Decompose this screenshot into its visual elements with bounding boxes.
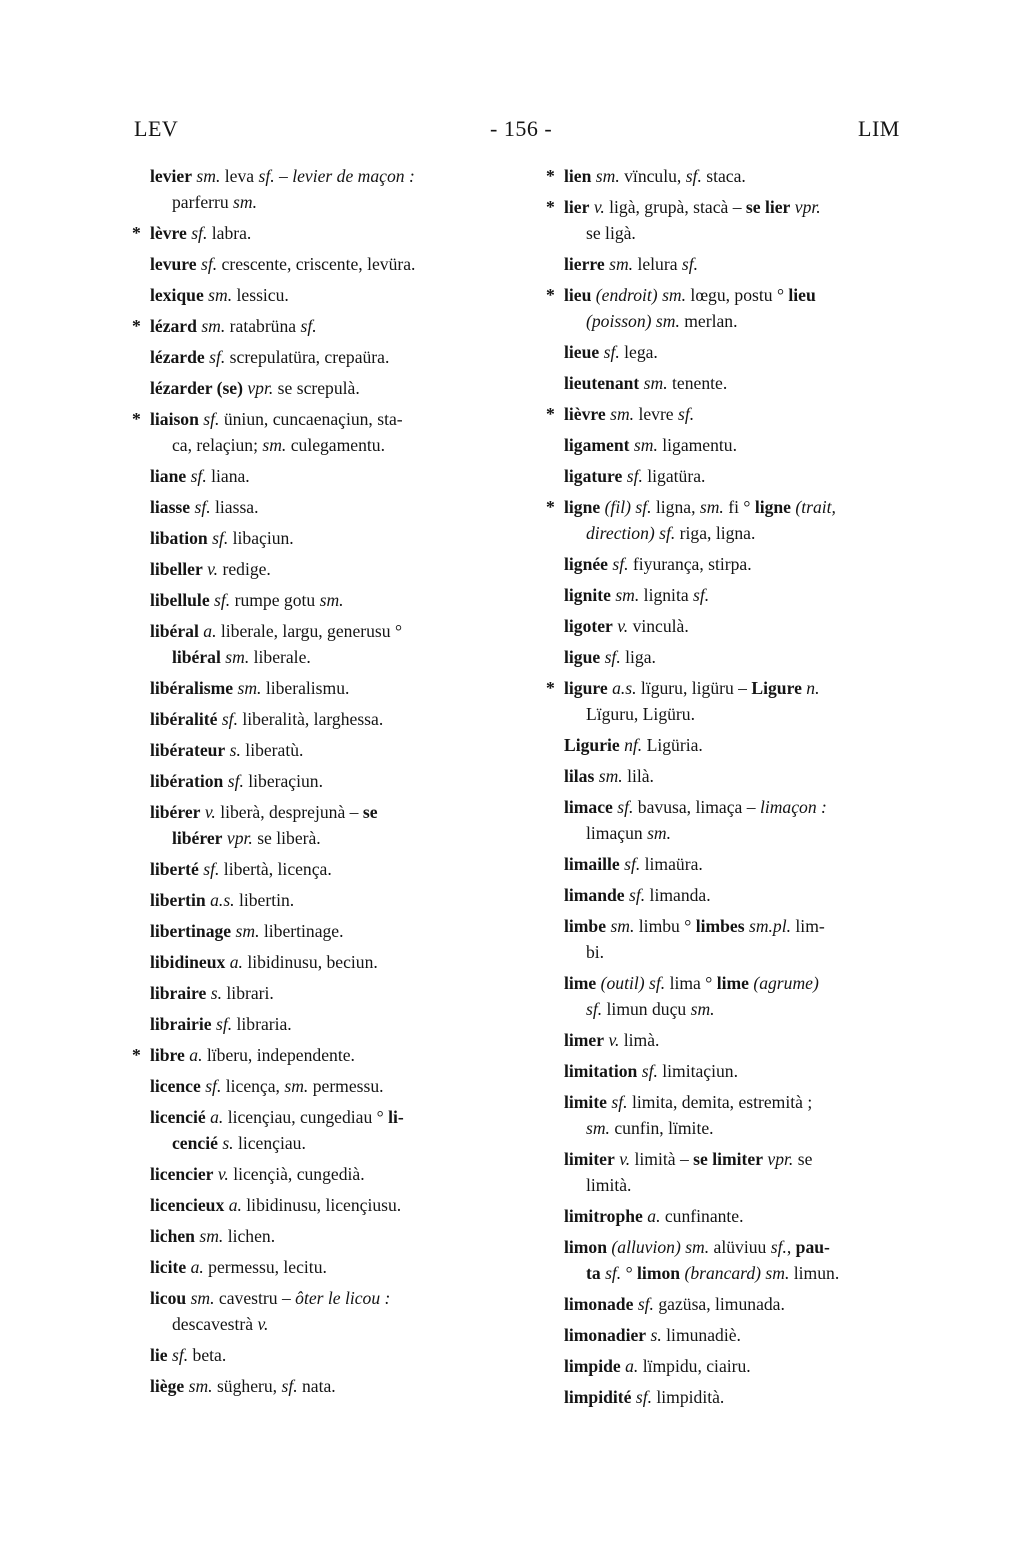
dictionary-entry <box>150 1011 525 1037</box>
dictionary-entry <box>150 525 525 551</box>
entry-line: descavestrà v. <box>172 1314 269 1334</box>
entry-line: libre a. lïberu, independente. <box>150 1045 355 1065</box>
entry-line: libidineux a. libidinusu, beciun. <box>150 952 378 972</box>
entry-line: libéralisme sm. liberalismu. <box>150 678 350 698</box>
asterisk-marker: * <box>132 409 141 429</box>
dictionary-entry <box>150 1073 525 1099</box>
entry-line: lierre sm. lelura sf. <box>564 254 699 274</box>
entry-line: limon (alluvion) sm. alüviuu sf., pau- <box>564 1237 830 1257</box>
dictionary-entry <box>150 675 525 701</box>
dictionary-entry <box>564 970 939 1022</box>
dictionary-entry <box>546 282 939 334</box>
dictionary-entry <box>132 313 525 339</box>
entry-line: lézarder (se) vpr. se screpulà. <box>150 378 360 398</box>
dictionary-entry <box>564 1203 939 1229</box>
entry-line: liaison sf. üniun, cuncaenaçiun, sta- <box>150 409 403 429</box>
dictionary-entry <box>132 406 525 458</box>
dictionary-entry <box>150 1285 525 1337</box>
dictionary-entry <box>564 794 939 846</box>
entry-line: librairie sf. libraria. <box>150 1014 292 1034</box>
entry-line: licence sf. licença, sm. permessu. <box>150 1076 384 1096</box>
entry-line: lèvre sf. labra. <box>150 223 252 243</box>
dictionary-entry <box>150 856 525 882</box>
entry-line: (poisson) sm. merlan. <box>586 311 738 331</box>
dictionary-entry <box>150 706 525 732</box>
entry-line: limitrophe a. cunfinante. <box>564 1206 744 1226</box>
entry-line: lichen sm. lichen. <box>150 1226 276 1246</box>
entry-line: limaçun sm. <box>586 823 672 843</box>
dictionary-entry <box>150 163 525 215</box>
dictionary-entry <box>564 251 939 277</box>
entry-line: ta sf. ° limon (brancard) sm. limun. <box>586 1263 840 1283</box>
entry-line: limità. <box>586 1175 632 1195</box>
dictionary-entry <box>564 551 939 577</box>
entry-line: lignée sf. fiyurança, stirpa. <box>564 554 752 574</box>
entry-line: libraire s. librari. <box>150 983 274 1003</box>
entry-line: licencieux a. libidinusu, licençiusu. <box>150 1195 402 1215</box>
entry-line: direction) sf. riga, ligna. <box>586 523 756 543</box>
entry-line: Lïguru, Ligüru. <box>586 704 695 724</box>
entry-line: ligne (fil) sf. ligna, sm. fi ° ligne (trait, <box>564 497 836 517</box>
entry-line: liège sm. sügheru, sf. nata. <box>150 1376 336 1396</box>
dictionary-entry <box>564 644 939 670</box>
dictionary-entry <box>564 1353 939 1379</box>
entry-line: limaille sf. limaüra. <box>564 854 703 874</box>
entry-line: sm. cunfin, lïmite. <box>586 1118 714 1138</box>
dictionary-entry <box>150 949 525 975</box>
entry-line: libérateur s. liberatù. <box>150 740 304 760</box>
entry-line: Ligurie nf. Ligüria. <box>564 735 703 755</box>
dictionary-entry <box>564 1027 939 1053</box>
dictionary-entry <box>150 980 525 1006</box>
dictionary-entry <box>564 882 939 908</box>
entry-line: lier v. ligà, grupà, stacà – se lier vpr. <box>564 197 821 217</box>
entry-line: lignite sm. lignita sf. <box>564 585 710 605</box>
entry-line: lièvre sm. levre sf. <box>564 404 695 424</box>
header-left: LEV <box>134 116 179 141</box>
entry-line: limite sf. limita, demita, estremità ; <box>564 1092 813 1112</box>
asterisk-marker: * <box>132 316 141 336</box>
entry-line: ligament sm. ligamentu. <box>564 435 737 455</box>
entry-line: ca, relaçiun; sm. culegamentu. <box>172 435 385 455</box>
dictionary-entry <box>150 1223 525 1249</box>
entry-line: licencié a. licençiau, cungediau ° li- <box>150 1107 404 1127</box>
dictionary-entry <box>150 737 525 763</box>
entry-line: limace sf. bavusa, limaça – limaçon : <box>564 797 827 817</box>
entry-line: parferru sm. <box>172 192 257 212</box>
entry-line: liane sf. liana. <box>150 466 250 486</box>
entry-line: limpide a. lïmpidu, ciairu. <box>564 1356 751 1376</box>
entry-line: lieue sf. lega. <box>564 342 658 362</box>
asterisk-marker: * <box>546 285 555 305</box>
entry-line: cencié s. licençiau. <box>172 1133 306 1153</box>
entry-line: lilas sm. lilà. <box>564 766 654 786</box>
dictionary-entry <box>150 1373 525 1399</box>
dictionary-entry <box>564 1322 939 1348</box>
dictionary-entry <box>150 251 525 277</box>
entry-line: libation sf. libaçiun. <box>150 528 294 548</box>
asterisk-marker: * <box>546 197 555 217</box>
asterisk-marker: * <box>546 497 555 517</box>
entry-line: limer v. limà. <box>564 1030 660 1050</box>
dictionary-entry <box>150 494 525 520</box>
entry-line: levure sf. crescente, criscente, levüra. <box>150 254 416 274</box>
entry-line: se ligà. <box>586 223 636 243</box>
entry-line: libertin a.s. libertin. <box>150 890 295 910</box>
dictionary-entry <box>150 1161 525 1187</box>
entry-line: ligure a.s. lïguru, ligüru – Ligure n. <box>564 678 820 698</box>
entry-line: libeller v. redige. <box>150 559 271 579</box>
dictionary-entry <box>150 1254 525 1280</box>
dictionary-entry <box>546 675 939 727</box>
dictionary-entry <box>564 463 939 489</box>
dictionary-entry <box>564 732 939 758</box>
dictionary-entry <box>546 401 939 427</box>
entry-line: limande sf. limanda. <box>564 885 711 905</box>
asterisk-marker: * <box>546 404 555 424</box>
asterisk-marker: * <box>546 678 555 698</box>
entry-line: libertinage sm. libertinage. <box>150 921 344 941</box>
entry-line: licou sm. cavestru – ôter le licou : <box>150 1288 391 1308</box>
entry-line: limpidité sf. limpidità. <box>564 1387 725 1407</box>
entry-line: lexique sm. lessicu. <box>150 285 289 305</box>
dictionary-entry <box>564 1058 939 1084</box>
entry-line: libéral a. liberale, largu, generusu ° <box>150 621 403 641</box>
entry-line: limiter v. limità – se limiter vpr. se <box>564 1149 813 1169</box>
dictionary-entry <box>150 375 525 401</box>
entry-line: libellule sf. rumpe gotu sm. <box>150 590 344 610</box>
dictionary-entry <box>564 1089 939 1141</box>
entry-line: lieutenant sm. tenente. <box>564 373 728 393</box>
dictionary-entry <box>564 339 939 365</box>
dictionary-entry <box>546 494 939 546</box>
entry-line: sf. limun duçu sm. <box>586 999 715 1019</box>
entry-line: lien sm. vïnculu, sf. staca. <box>564 166 746 186</box>
dictionary-entry <box>132 1042 525 1068</box>
dictionary-entry <box>150 587 525 613</box>
dictionary-entry <box>150 556 525 582</box>
dictionary-entry <box>564 1384 939 1410</box>
entry-line: lézarde sf. screpulatüra, crepaüra. <box>150 347 390 367</box>
entry-line: lieu (endroit) sm. lœgu, postu ° lieu <box>564 285 816 305</box>
page-number: - 156 - <box>490 116 553 141</box>
entry-line: lie sf. beta. <box>150 1345 227 1365</box>
dictionary-entry <box>564 582 939 608</box>
entry-line: libérer v. liberà, desprejunà – se <box>150 802 378 822</box>
entry-line: libéralité sf. liberalità, larghessa. <box>150 709 384 729</box>
dictionary-entry <box>150 618 525 670</box>
asterisk-marker: * <box>132 1045 141 1065</box>
dictionary-entry <box>132 220 525 246</box>
entry-line: lézard sm. ratabrüna sf. <box>150 316 317 336</box>
entry-line: limonade sf. gazüsa, limunada. <box>564 1294 785 1314</box>
asterisk-marker: * <box>132 223 141 243</box>
entry-line: libération sf. liberaçiun. <box>150 771 323 791</box>
entry-line: libéral sm. liberale. <box>172 647 311 667</box>
entry-line: bi. <box>586 942 605 962</box>
entry-line: levier sm. leva sf. – levier de maçon : <box>150 166 415 186</box>
entry-line: liasse sf. liassa. <box>150 497 259 517</box>
left-column <box>132 163 525 1404</box>
dictionary-entry <box>564 432 939 458</box>
dictionary-entry <box>150 282 525 308</box>
asterisk-marker: * <box>546 166 555 186</box>
dictionary-entry <box>150 1192 525 1218</box>
dictionary-entry <box>150 463 525 489</box>
entry-line: lime (outil) sf. lima ° lime (agrume) <box>564 973 819 993</box>
entry-line: limonadier s. limunadiè. <box>564 1325 741 1345</box>
dictionary-entry <box>546 163 939 189</box>
entry-line: limitation sf. limitaçiun. <box>564 1061 738 1081</box>
entry-line: licencier v. licençià, cungedià. <box>150 1164 365 1184</box>
entry-line: libérer vpr. se liberà. <box>172 828 321 848</box>
dictionary-entry <box>564 851 939 877</box>
dictionary-entry <box>150 1104 525 1156</box>
dictionary-entry <box>564 1234 939 1286</box>
dictionary-entry <box>564 1146 939 1198</box>
right-column <box>546 163 939 1415</box>
dictionary-entry <box>150 1342 525 1368</box>
entry-line: licite a. permessu, lecitu. <box>150 1257 327 1277</box>
dictionary-entry <box>150 887 525 913</box>
header-right: LIM <box>858 116 900 141</box>
dictionary-entry <box>564 1291 939 1317</box>
entry-line: ligature sf. ligatüra. <box>564 466 706 486</box>
entry-line: ligoter v. vinculà. <box>564 616 689 636</box>
dictionary-entry <box>564 763 939 789</box>
entry-line: ligue sf. liga. <box>564 647 656 667</box>
dictionary-entry <box>150 768 525 794</box>
dictionary-entry <box>564 370 939 396</box>
entry-line: liberté sf. libertà, licença. <box>150 859 332 879</box>
dictionary-entry <box>150 799 525 851</box>
dictionary-entry <box>546 194 939 246</box>
entry-line: limbe sm. limbu ° limbes sm.pl. lim- <box>564 916 825 936</box>
dictionary-entry <box>564 913 939 965</box>
dictionary-entry <box>150 344 525 370</box>
dictionary-entry <box>150 918 525 944</box>
dictionary-entry <box>564 613 939 639</box>
